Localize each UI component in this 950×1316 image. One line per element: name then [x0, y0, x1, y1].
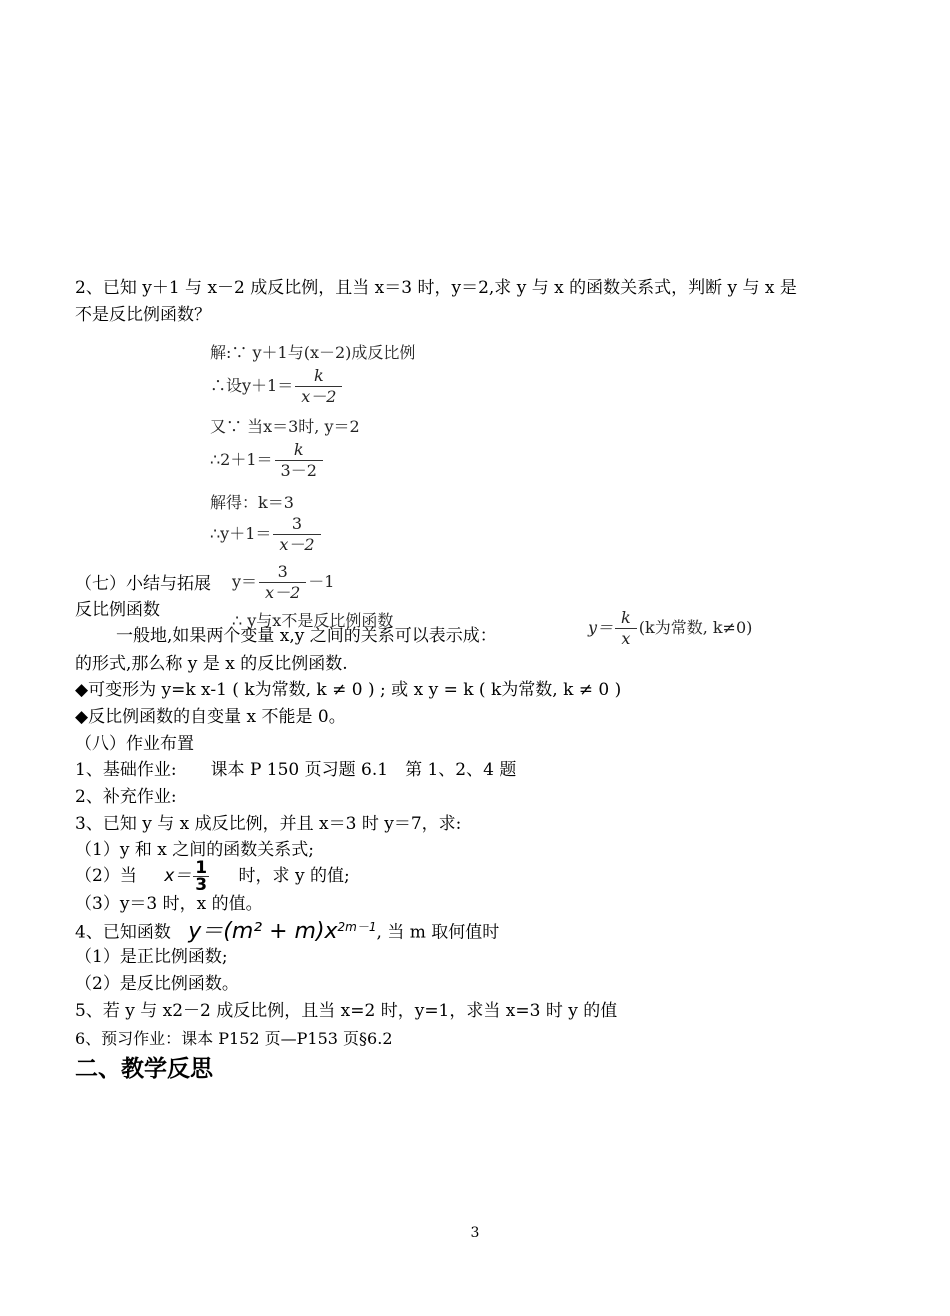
solution-step-6-fraction — [273, 514, 320, 555]
solution-step-7-fraction — [259, 562, 306, 603]
homework-item-4 — [75, 910, 499, 950]
homework-item-3-sub-2-formula: x＝ — [164, 866, 192, 886]
definition-text: 一般地,如果两个变量 x,y 之间的关系可以表示成： — [116, 626, 497, 646]
definition-formula — [588, 608, 752, 649]
homework-item-3: 3、已知 y 与 x 成反比例，并且 x＝3 时 y＝7，求: — [75, 814, 462, 834]
fraction-numerator: 3 — [277, 562, 288, 581]
solution-step-2 — [210, 366, 344, 407]
summary-subheading: 反比例函数 — [75, 600, 160, 620]
fraction-numerator: 3 — [291, 514, 303, 533]
definition-formula-prefix: y＝ — [588, 618, 614, 637]
solution-step-7-prefix: y＝ — [232, 572, 258, 591]
homework-item-3-sub-2-fraction — [193, 860, 209, 893]
fraction-denominator: x－2 — [273, 534, 320, 555]
solution-step-1: 解:∵ y＋1与(x－2)成反比例 — [210, 343, 416, 362]
fraction-denominator: x－2 — [295, 386, 342, 407]
problem-2-line-1: 2、已知 y＋1 与 x－2 成反比例，且当 x＝3 时，y＝2,求 y 与 x 的函数关系式，判断 y 与 x 是 — [75, 278, 797, 298]
fraction-denominator: x－2 — [259, 582, 306, 603]
homework-item-4-sub-1: （1）是正比例函数; — [75, 947, 228, 967]
solution-step-4 — [210, 440, 325, 481]
homework-item-4-prefix: 4、已知函数 — [75, 922, 171, 943]
solution-step-7 — [232, 562, 334, 603]
solution-step-5: 解得：k＝3 — [210, 493, 294, 512]
page-number: 3 — [470, 1225, 480, 1241]
problem-2-line-2: 不是反比例函数？ — [75, 305, 211, 325]
fraction-numerator: k — [313, 366, 324, 385]
fraction-denominator: x — [615, 628, 637, 649]
homework-heading: （八）作业布置 — [75, 734, 194, 754]
homework-item-4-formula: y＝(m² + m)x — [188, 918, 338, 944]
solution-step-8: ∴ y与x不是反比例函数 — [232, 611, 394, 630]
solution-step-6 — [210, 514, 323, 555]
fraction-numerator: 1 — [195, 858, 208, 878]
homework-item-6: 6、预习作业：课本 P152 页—P153 页§6.2 — [75, 1029, 393, 1048]
homework-item-4-suffix: , 当 m 取何值时 — [376, 922, 500, 943]
definition-formula-fraction — [615, 608, 637, 649]
section-2-heading: 二、教学反思 — [75, 1056, 213, 1082]
solution-step-3: 又∵ 当x＝3时, y＝2 — [210, 417, 360, 436]
homework-item-4-sub-2: （2）是反比例函数。 — [75, 974, 239, 994]
solution-step-7-suffix: －1 — [308, 572, 335, 591]
homework-item-4-exponent: 2m－1 — [337, 920, 377, 934]
homework-item-3-sub-3: （3）y＝3 时，x 的值。 — [75, 894, 263, 914]
bullet-domain-note: ◆反比例函数的自变量 x 不能是 0。 — [75, 707, 346, 727]
homework-item-3-sub-1: （1）y 和 x 之间的函数关系式; — [75, 840, 314, 860]
solution-step-2-prefix: ∴设y＋1＝ — [210, 376, 294, 395]
homework-item-2: 2、补充作业: — [75, 787, 177, 807]
solution-step-4-prefix: ∴2＋1＝ — [210, 450, 273, 469]
solution-step-4-fraction — [275, 440, 323, 481]
solution-step-2-fraction — [295, 366, 342, 407]
homework-item-1: 1、基础作业: 课本 P 150 页习题 6.1 第 1、2、4 题 — [75, 760, 517, 780]
definition-tail: 的形式,那么称 y 是 x 的反比例函数. — [75, 654, 348, 674]
homework-item-3-sub-2-suffix: 时，求 y 的值; — [238, 866, 350, 886]
fraction-numerator: k — [293, 440, 304, 459]
homework-item-3-sub-2 — [75, 856, 350, 896]
homework-item-5: 5、若 y 与 x2－2 成反比例，且当 x=2 时，y=1，求当 x=3 时 y 的值 — [75, 1001, 618, 1021]
summary-heading: （七）小结与拓展 — [75, 574, 211, 594]
fraction-denominator: 3－2 — [275, 460, 323, 481]
fraction-denominator: 3 — [195, 875, 208, 895]
bullet-variant-form: ◆可变形为 y=k x-1 ( k为常数, k ≠ 0 ) ; 或 x y = k ( k为常数, k ≠ 0 ) — [75, 680, 622, 700]
fraction-numerator: k — [621, 608, 631, 627]
definition-formula-suffix: (k为常数, k≠0) — [638, 618, 753, 637]
solution-step-6-prefix: ∴y＋1＝ — [210, 524, 272, 543]
homework-item-3-sub-2-prefix: （2）当 — [75, 866, 137, 886]
